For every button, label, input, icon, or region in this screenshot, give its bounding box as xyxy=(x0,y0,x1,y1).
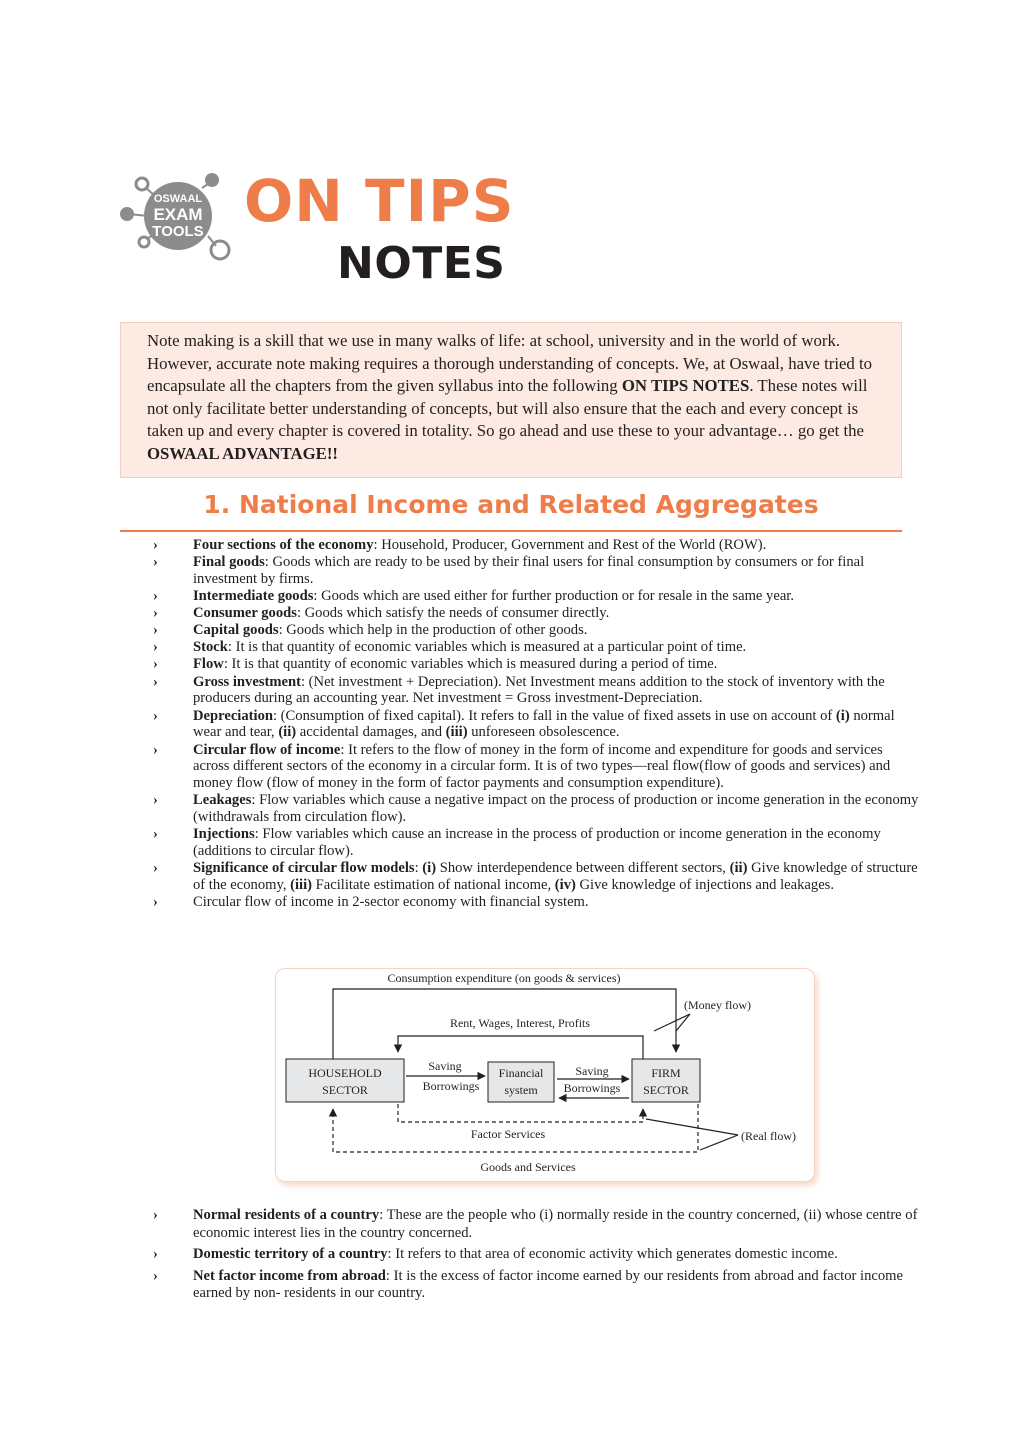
list-item xyxy=(150,639,920,656)
diagram-graphic xyxy=(276,969,814,1181)
page-title: ON TIPS xyxy=(244,167,515,235)
household-label-2: SECTOR xyxy=(322,1083,368,1097)
bullet-marker: › xyxy=(153,792,158,809)
point-label: (iii) xyxy=(290,877,313,894)
note-term: Depreciation xyxy=(193,707,273,724)
note-term: Intermediate goods xyxy=(193,588,314,605)
circular-flow-diagram xyxy=(275,968,815,1182)
list-item xyxy=(150,588,920,605)
note-term: Gross investment xyxy=(193,673,301,690)
note-text: : It refers to the flow of money in the form of income and expenditure for goods and services across different sectors of the economy in a circular form. It is of two types—real flow(flow of goods and services) and money flow (flow of money in the form of factor payments and consumption expenditure). xyxy=(193,741,891,792)
intro-bold-2: OSWAAL ADVANTAGE!! xyxy=(147,443,338,463)
note-term: Significance of circular flow models xyxy=(193,860,415,877)
factor-services-label: Factor Services xyxy=(470,1127,546,1141)
logo-text-line-1: OSWAAL xyxy=(153,193,203,205)
note-text: : Flow variables which cause an increase in the process of production or income generation in the economy (additions to circular flow). xyxy=(193,826,881,860)
note-text: Facilitate estimation of national income, xyxy=(312,877,555,894)
bullet-marker: › xyxy=(153,622,158,639)
point-label: (i) xyxy=(835,707,850,724)
note-text: : Household, Producer, Government and Rest of the World (ROW). xyxy=(373,537,767,553)
logo-graphic xyxy=(118,158,242,268)
note-text: Circular flow of income in 2-sector economy with financial system. xyxy=(193,894,589,911)
goods-services-label: Goods and Services xyxy=(480,1160,576,1174)
bullet-marker: › xyxy=(153,1207,158,1223)
list-item xyxy=(150,742,920,793)
saving-label: Saving xyxy=(575,1064,609,1078)
saving-label: Saving xyxy=(428,1059,462,1073)
bullet-marker: › xyxy=(153,673,158,690)
money-flow-label: (Money flow) xyxy=(684,998,751,1012)
bullet-marker: › xyxy=(153,741,158,758)
intro-text-2: . These notes will not only facilitate better understanding of concepts, but will also ensure that the each and every concept is taken up and every chapter is covered in totality. So go ahead and use these to your advantage… go get the xyxy=(147,376,868,440)
real-flow-label: (Real flow) xyxy=(741,1129,796,1143)
note-term: Leakages xyxy=(193,792,252,809)
list-item xyxy=(150,826,920,860)
notes-list-continued xyxy=(150,1207,920,1307)
list-item xyxy=(150,674,920,708)
point-label: (i) xyxy=(422,860,437,877)
note-term: Circular flow of income xyxy=(193,741,341,758)
note-text: : It is the excess of factor income earned by our residents from abroad and factor income earned by non- residents in our country. xyxy=(193,1267,903,1301)
logo-text-line-2: EXAM xyxy=(153,205,203,224)
oswaal-exam-tools-logo xyxy=(118,158,242,268)
bullet-marker: › xyxy=(153,656,158,673)
note-term: Flow xyxy=(193,656,224,673)
list-item xyxy=(150,1207,920,1242)
note-text: Show interdependence between different sectors, xyxy=(436,860,730,877)
note-text: Give knowledge of structure of the economy, xyxy=(193,860,918,894)
list-item xyxy=(150,554,920,588)
bullet-marker: › xyxy=(153,605,158,622)
bullet-marker: › xyxy=(153,554,158,571)
list-item xyxy=(150,1246,920,1264)
note-text: : Goods which help in the production of other goods. xyxy=(278,622,588,639)
note-term: Stock xyxy=(193,639,228,656)
note-text: Give knowledge of injections and leakages. xyxy=(575,877,835,894)
list-item xyxy=(150,894,920,911)
bullet-marker: › xyxy=(153,1246,158,1262)
real-flow-pointer xyxy=(646,1119,738,1135)
note-term: Normal residents of a country xyxy=(193,1207,380,1223)
bullet-marker: › xyxy=(153,537,158,553)
borrowings-label: Borrowings xyxy=(563,1081,621,1095)
real-flow-pointer xyxy=(700,1135,738,1150)
financial-label-2: system xyxy=(504,1083,538,1097)
list-item xyxy=(150,708,920,742)
note-text: : These are the people who (i) normally reside in the country concerned, (ii) whose centre of economic interest lies in the country concerned. xyxy=(193,1207,918,1241)
bullet-marker: › xyxy=(153,707,158,724)
note-term: Domestic territory of a country xyxy=(193,1246,388,1262)
note-text: : It is that quantity of economic variables which is measured during a period of time. xyxy=(223,656,718,673)
page-subtitle: NOTES xyxy=(337,238,506,289)
firm-label-1: FIRM xyxy=(651,1066,681,1080)
notes-list xyxy=(150,537,920,912)
money-flow-pointer xyxy=(676,1014,690,1031)
point-label: (ii) xyxy=(278,724,297,741)
borrowings-label: Borrowings xyxy=(422,1079,480,1093)
note-text: : (Net investment + Depreciation). Net Investment means addition to the stock of inventory with the producers during an accounting year. Net investment = Gross investment-Depreciation. xyxy=(193,673,885,707)
point-label: (iii) xyxy=(445,724,468,741)
note-text: : It is that quantity of economic variables which is measured at a particular point of time. xyxy=(227,639,747,656)
household-label-1: HOUSEHOLD xyxy=(308,1066,382,1080)
factor-payments-line xyxy=(398,1036,643,1059)
note-text: : It refers to that area of economic activity which generates domestic income. xyxy=(387,1246,838,1262)
money-flow-pointer xyxy=(654,1014,690,1031)
bullet-marker: › xyxy=(153,588,158,605)
bullet-marker: › xyxy=(153,1267,158,1284)
bullet-marker: › xyxy=(153,860,158,877)
list-item xyxy=(150,537,920,554)
intro-paragraph xyxy=(147,330,891,465)
intro-box xyxy=(120,322,902,478)
rent-label: Rent, Wages, Interest, Profits xyxy=(449,1016,591,1030)
logo-text-line-3: TOOLS xyxy=(152,223,204,240)
list-item xyxy=(150,622,920,639)
note-term: Consumer goods xyxy=(193,605,297,622)
bullet-marker: › xyxy=(153,894,158,911)
note-text: normal wear and tear, xyxy=(193,707,895,741)
note-text: : (Consumption of fixed capital). It refers to fall in the value of fixed assets in use on account of xyxy=(272,707,836,724)
note-text: unforeseen obsolescence. xyxy=(467,724,620,741)
note-text: : Flow variables which cause a negative impact on the process of production or income generation in the economy (withdrawals from circulation flow). xyxy=(193,792,919,826)
note-term: Injections xyxy=(193,826,255,843)
note-term: Net factor income from abroad xyxy=(193,1267,386,1284)
note-term: Capital goods xyxy=(193,622,279,639)
bullet-marker: › xyxy=(153,826,158,843)
list-item xyxy=(150,605,920,622)
chapter-heading: 1. National Income and Related Aggregates xyxy=(120,488,902,532)
list-item xyxy=(150,1268,920,1303)
note-term: Four sections of the economy xyxy=(193,537,374,553)
bullet-marker: › xyxy=(153,639,158,656)
note-text: : Goods which satisfy the needs of consumer directly. xyxy=(296,605,610,622)
firm-label-2: SECTOR xyxy=(643,1083,689,1097)
intro-text-1: Note making is a skill that we use in many walks of life: at school, university and in the world of work. However, accurate note making requires a thorough understanding of concepts. We, at Oswaal, have tried to encapsulate all the chapters from the given syllabus into the following xyxy=(147,331,873,395)
factor-services-line xyxy=(398,1104,643,1122)
list-item xyxy=(150,860,920,894)
list-item xyxy=(150,792,920,826)
note-text: : xyxy=(414,860,423,877)
list-item xyxy=(150,656,920,673)
note-term: Final goods xyxy=(193,554,265,571)
point-label: (ii) xyxy=(729,860,748,877)
note-text: : Goods which are ready to be used by their final users for final consumption by consumers or for final investment by firms. xyxy=(193,554,865,587)
note-text: accidental damages, and xyxy=(296,724,446,741)
point-label: (iv) xyxy=(554,877,576,894)
intro-bold-1: ON TIPS NOTES xyxy=(621,376,750,395)
note-text: : Goods which are used either for further production or for resale in the same year. xyxy=(313,588,795,605)
financial-label-1: Financial xyxy=(498,1066,544,1080)
consumption-label: Consumption expenditure (on goods & services) xyxy=(387,971,621,985)
